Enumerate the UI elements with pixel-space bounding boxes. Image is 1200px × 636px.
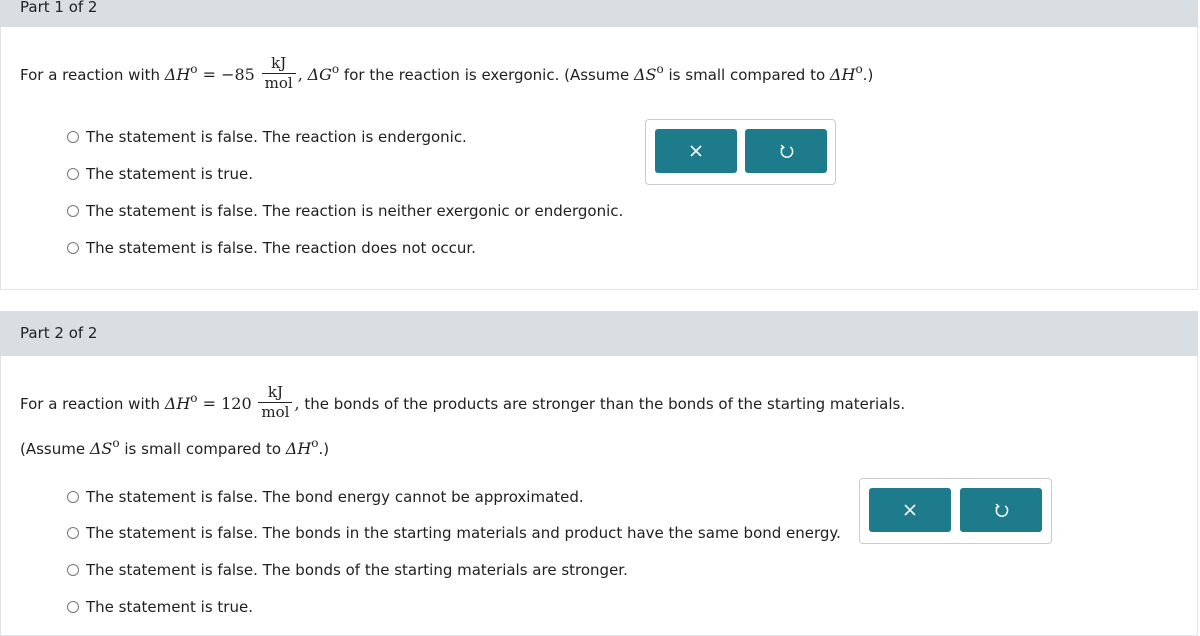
- part-2-option-2[interactable]: [67, 522, 841, 544]
- option-label: The statement is false. The reaction does not occur.: [86, 239, 476, 257]
- option-label: The statement is false. The bond energy cannot be approximated.: [86, 488, 584, 506]
- delta-g-symbol: ΔG: [307, 65, 332, 84]
- part-2-title: Part 2 of 2: [20, 324, 98, 342]
- question-middle: for the reaction is exergonic. (Assume: [339, 66, 634, 84]
- delta-h-value: = 120: [197, 394, 252, 413]
- part-1-button-group: [645, 119, 836, 185]
- part-2-question: [20, 381, 905, 427]
- part-1-option-4[interactable]: [67, 237, 476, 259]
- radio-button[interactable]: [67, 168, 79, 180]
- option-label: The statement is false. The reaction is endergonic.: [86, 128, 467, 146]
- part-1-title: Part 1 of 2: [20, 0, 98, 16]
- radio-button[interactable]: [67, 527, 79, 539]
- question-suffix: .): [862, 66, 874, 84]
- delta-h-symbol: ΔH: [164, 65, 191, 84]
- delta-h-symbol-2: ΔH: [285, 439, 312, 458]
- delta-s-symbol: ΔS: [634, 65, 657, 84]
- clear-answer-button[interactable]: [869, 488, 951, 532]
- radio-button[interactable]: [67, 491, 79, 503]
- reset-button[interactable]: [745, 129, 827, 173]
- part-1-option-1[interactable]: [67, 126, 467, 148]
- question-prefix: For a reaction with: [20, 66, 165, 84]
- radio-button[interactable]: [67, 131, 79, 143]
- option-label: The statement is false. The reaction is neither exergonic or endergonic.: [86, 202, 624, 220]
- comma: ,: [297, 65, 303, 84]
- part-1-question: For a reaction with $\Delta H^o = -85$ $\frac{kJ}{\text{mol}}$ , $\Delta G^o$ for the reaction is exergonic. (Assume $\Delta S^o$ is small compared to $\Delta H^o$.): [20, 54, 874, 92]
- delta-h-symbol: ΔH: [164, 394, 191, 413]
- option-label: The statement is false. The bonds in the starting materials and product have the same bond energy.: [86, 524, 841, 542]
- question-rest: the bonds of the products are stronger than the bonds of the starting materials.: [299, 395, 906, 413]
- part-1-option-3[interactable]: [67, 200, 623, 222]
- degree-symbol: o: [190, 391, 198, 405]
- question-after-ds: is small compared to: [663, 66, 830, 84]
- degree-symbol: o: [190, 62, 198, 76]
- part-1-option-2[interactable]: [67, 163, 253, 185]
- question-prefix: For a reaction with: [20, 395, 165, 413]
- clear-answer-button[interactable]: [655, 129, 737, 173]
- question-line2-suffix: .): [318, 440, 330, 458]
- part-1-header: [0, 0, 1198, 27]
- undo-icon: [779, 144, 794, 159]
- part-2-question-line-2: (Assume $\Delta S^o$ is small compared to $\Delta H^o$.): [20, 436, 330, 458]
- delta-h-value: = −85: [197, 65, 255, 84]
- radio-button[interactable]: [67, 564, 79, 576]
- undo-icon: [994, 503, 1009, 518]
- unit-fraction: $\frac{kJ}{\text{mol}}$: [258, 384, 292, 421]
- radio-button[interactable]: [67, 242, 79, 254]
- part-2-header: [0, 311, 1198, 356]
- question-line2-prefix: (Assume: [20, 440, 90, 458]
- close-icon: [904, 504, 916, 516]
- delta-s-symbol: ΔS: [89, 439, 113, 458]
- option-label: The statement is false. The bonds of the starting materials are stronger.: [86, 561, 628, 579]
- option-label: The statement is true.: [86, 165, 253, 183]
- reset-button[interactable]: [960, 488, 1042, 532]
- part-2-button-group: [859, 478, 1052, 544]
- delta-h-symbol-2: ΔH: [829, 65, 856, 84]
- question-line2-mid: is small compared to: [119, 440, 286, 458]
- unit-fraction: $\frac{kJ}{\text{mol}}$: [262, 55, 296, 92]
- close-icon: [690, 145, 702, 157]
- option-label: The statement is true.: [86, 598, 253, 616]
- comma: ,: [294, 394, 300, 413]
- part-2-option-3[interactable]: [67, 559, 628, 581]
- part-2-option-4[interactable]: [67, 596, 253, 618]
- radio-button[interactable]: [67, 205, 79, 217]
- part-2-option-1[interactable]: [67, 486, 584, 508]
- radio-button[interactable]: [67, 601, 79, 613]
